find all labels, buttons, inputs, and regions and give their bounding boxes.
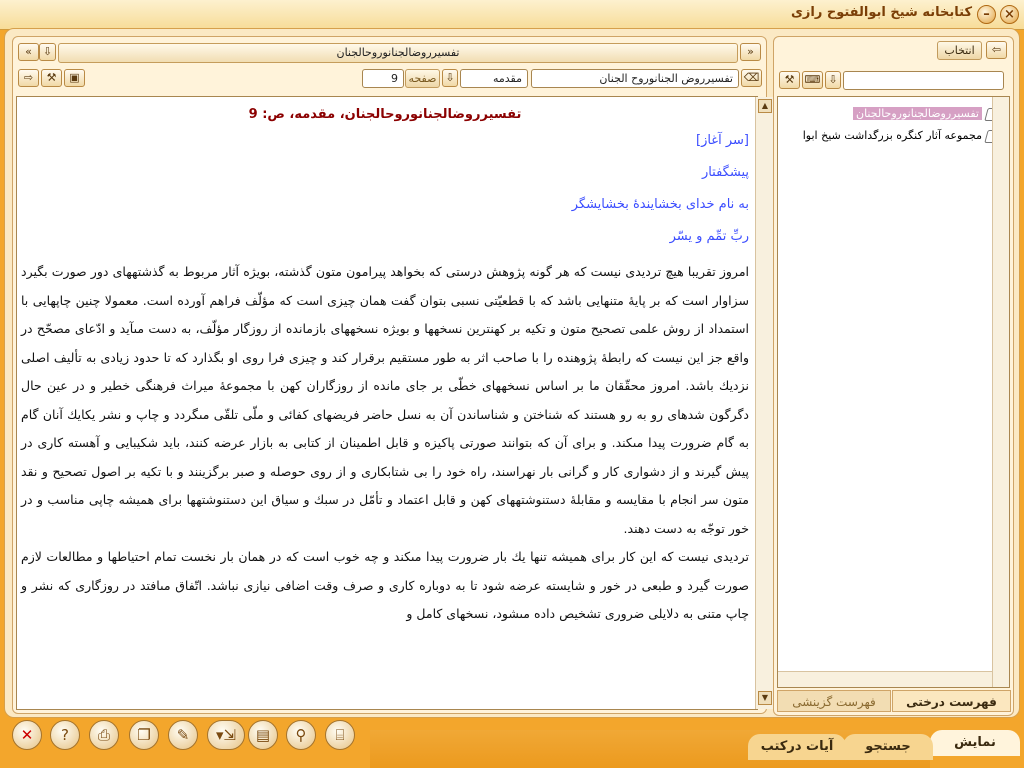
wrench-icon[interactable]: ⚒ [779,71,800,89]
layout-icon[interactable]: ▤ [248,720,278,750]
help-icon[interactable]: ? [50,720,80,750]
window-title: كتابخانه شيخ ابوالفتوح رازى [790,5,972,20]
book-content [21,101,749,707]
tab-search[interactable]: جستجو [843,734,933,760]
tree-item-label: تفسيرروض‏الجنان‏وروح‏الجنان [853,107,982,120]
scroll-left-icon[interactable]: « [18,43,39,61]
paragraph: ترديدى نيست كه اين كار براى هميشه تنها يك بار ضرورت پيدا مى‏كند و چه خوب است كه در همان بار نخست تمام احتياطها و مطالعات لازم صورت گيرد و طبعى در خور و شايسته عرضه شود تا به دوباره كارى و صرف وقت اضافى نيازى نباشد. اتّفاق مى‏افتد در روزگارى كه نشر و چاپ متنى به دلايلى ضرورى تشخيص داده مى‏شود، نسخه‏اى كامل و [21,549,749,621]
tab-tree-index[interactable]: فهرست درختى [892,690,1011,712]
close-book-icon[interactable]: ✕ [12,720,42,750]
tree-item[interactable] [853,105,1001,123]
tab-verses[interactable]: آيات دركتب [748,734,846,760]
tab-selective-index[interactable]: فهرست گزينشى [777,690,891,712]
page-label: صفحه [405,69,440,88]
text-line: پيشگفتار [701,165,749,180]
page-number-input[interactable]: 9 [362,69,404,88]
window-icon[interactable]: ▣ [64,69,85,87]
book-select[interactable]: تفسيرروض الجنان‏وروح الجنان [531,69,739,88]
text-line: به نام خداى بخشايندۀ بخشايشگر [571,197,749,212]
tree-view[interactable] [777,96,1010,688]
scroll-down-icon[interactable]: ▼ [758,691,772,705]
arrow-down-icon[interactable]: ⇩ [825,71,841,89]
scroll-up-icon[interactable]: ▲ [758,99,772,113]
tab-display[interactable]: نمايش [930,730,1020,756]
book-title-bar: تفسيرروض‏الجنان‏وروح‏الجنان [58,43,738,63]
horizontal-scrollbar[interactable] [778,671,992,687]
scrollbar[interactable] [755,97,773,709]
close-icon[interactable]: × [1000,5,1019,24]
text-line: ربِّ تمِّم و يسّر [669,229,749,244]
eraser-icon[interactable]: ⌫ [741,69,762,87]
forward-arrow-icon[interactable]: ⇨ [18,69,39,87]
keyboard-icon[interactable]: ⌨ [802,71,823,89]
bottom-toolbar [12,716,367,756]
export-icon[interactable]: ▾⇲ [207,720,245,750]
arrow-down-icon[interactable]: ⇩ [39,43,56,61]
page-heading: تفسيرروض‏الجنان‏وروح‏الجنان، مقدمه، ص: 9 [248,107,522,122]
search-icon[interactable]: ⚲ [286,720,316,750]
tree-item-label: مجموعه آثار كنگره بزرگداشت شيخ ابوا [802,129,982,142]
tree-item[interactable] [803,127,1001,145]
scroll-right-icon[interactable]: » [740,43,761,61]
text-line: [سر آغاز] [696,133,749,148]
print-icon[interactable]: ⎙ [89,720,119,750]
paragraph: امروز تقريبا هيچ ترديدى نيست كه هر گونه پژوهش درستى كه بخواهد پيرامون متون گذشته، بويژه آثار مربوط به گذشته‏هاى دور صورت بگيرد سزاوار است كه بر پايۀ متنهايى باشد كه با قطعيّتى نسبى بتوان گفت همان چيزى است كه مؤلّف فراهم آورده است. معمولا چنين چاپهايى با استمداد از روش علمى تصحيح متون و تكيه بر كهنترين نسخه‏ها و بويژه نسخه‏هاى بازمانده از روزگار مؤلّف، به دست مى‏آيد و ادّعاى مصحّح در واقع جز اين نيست كه رابطۀ پژوهنده را با صاحب اثر به طور مستقيم برقرار كند و چيزى فرا روى او بگذارد كه تا حدود زيادى به تأليف اصلى نزديك باشد. امروز محقّقان ما بر اساس نسخه‏هاى خطّى بر جاى مانده از روزگاران كهن با مجموعۀ ميراث فرهنگى خطير و در عين حال دگرگون شده‏اى رو به رو هستند كه شناختن و شناساندن آن به نسل حاضر فريضه‏اى كفائى و ملّى تلقّى مى‏گردد و چاپ و نشر يكايك آنان گام به گام ضرورت پيدا مى‏كند. و براى آن كه بتوانند صورتى پاكيزه و قابل اطمينان از كتابى به بازار عرضه كنند، بايد شكيبايى و آهسته كارى در پيش گيرند و از دشوارى كار و گرانى بار نهراسند، راه خود را بى شتابكارى و از روى حوصله و صبر برگزينند و با تكيه بر اصول تصحيح و نقد متون سر انجام با مقايسه و مقابلۀ دستنوشته‏هاى كهن و قابل اعتماد و تأمّل در سبك و سياق اين دستنوشته‏ها براى هميشه چاپى مناسب و در خور توجّه به دست دهند. [21,264,749,536]
title-bar [0,0,1024,30]
edit-note-icon[interactable]: ✎ [168,720,198,750]
scrollbar[interactable] [992,97,1009,687]
bookmark-icon[interactable]: ❐ [129,720,159,750]
page-down-icon[interactable]: ⇩ [442,69,458,87]
minimize-button[interactable]: – [977,5,996,24]
search-input[interactable] [843,71,1004,90]
section-select[interactable]: مقدمه [460,69,528,88]
wrench-icon[interactable]: ⚒ [41,69,62,87]
back-arrow-icon[interactable]: ⇦ [986,41,1007,59]
book-open-icon[interactable]: ⌸ [325,720,355,750]
select-button[interactable]: انتخاب [937,41,982,60]
book-text-area[interactable] [16,96,769,710]
